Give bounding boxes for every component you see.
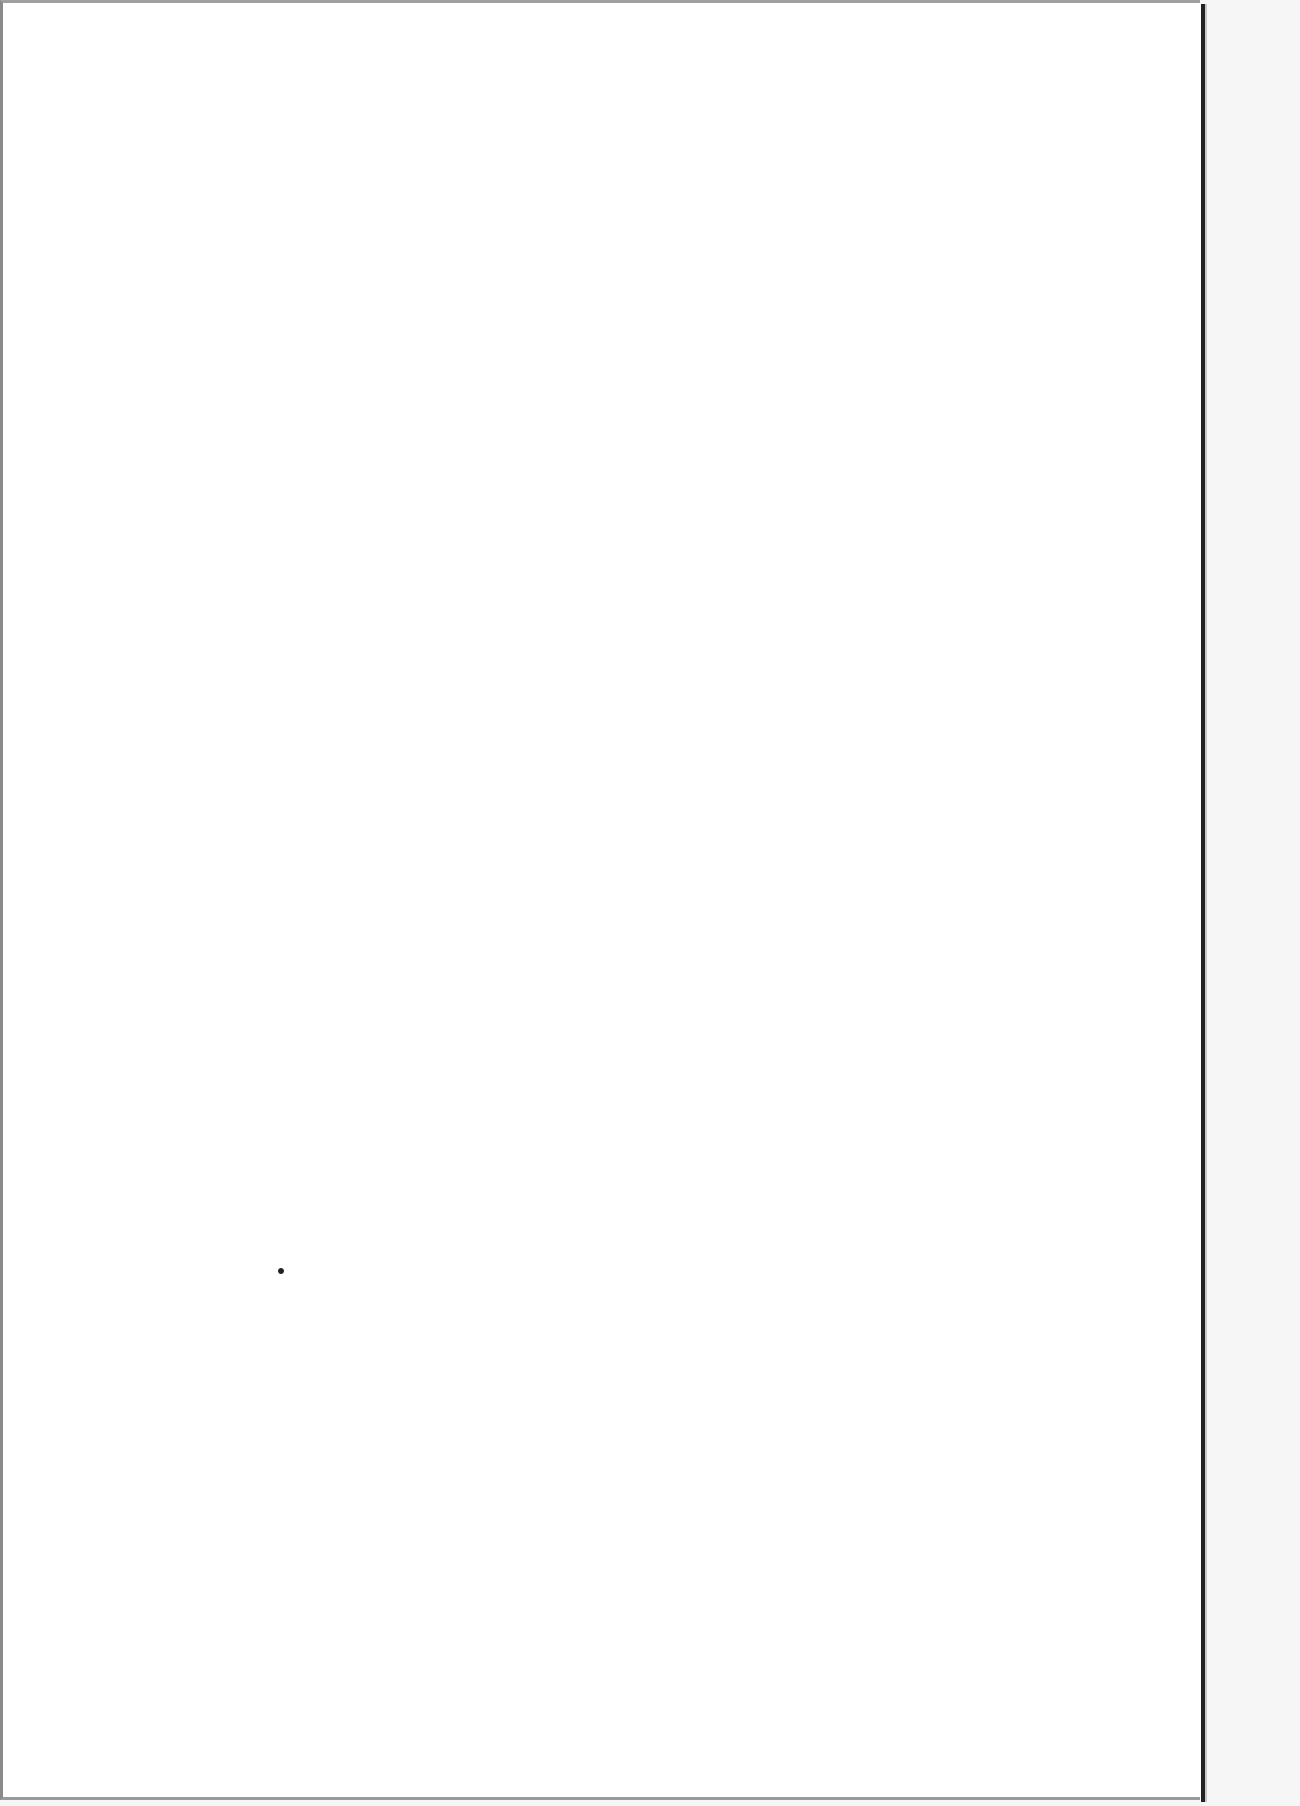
page-footer [830,1604,848,1634]
scan-speck [278,1268,284,1274]
page-edge-shadow [1200,4,1205,1802]
